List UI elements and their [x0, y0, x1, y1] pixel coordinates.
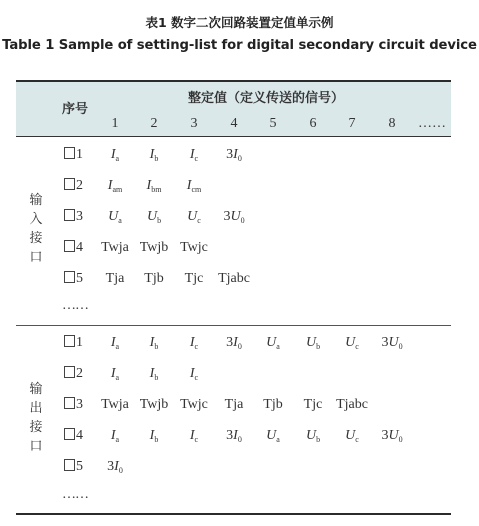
table-cell: $U_b$	[146, 209, 162, 225]
table-cell: $I_{bm}$	[146, 178, 162, 194]
input-group-label	[29, 191, 43, 267]
port-box-icon	[64, 366, 75, 378]
header-column-6: 6	[309, 116, 317, 131]
table-header-rule	[16, 136, 451, 137]
output-more: ……	[62, 487, 88, 502]
port-box-icon	[64, 459, 75, 471]
output-port-3: 3	[64, 397, 83, 413]
table-cell: Twja	[101, 397, 129, 412]
input-port-3: 3	[64, 209, 83, 225]
port-box-icon	[64, 178, 75, 190]
table-cell: $I_b$	[149, 366, 159, 382]
table-cell: Tjabc	[336, 397, 368, 412]
table-cell: Tjabc	[218, 271, 250, 286]
group-label-char: 接	[29, 420, 43, 435]
port-box-icon	[64, 147, 75, 159]
table-cell: $U_c$	[345, 428, 359, 444]
table-cell: Tjb	[263, 397, 283, 412]
port-box-icon	[64, 397, 75, 409]
table-cell: Twjc	[180, 240, 208, 255]
group-label-char: 口	[29, 250, 43, 265]
output-port-1: 1	[64, 335, 83, 351]
table-cell: $I_c$	[189, 366, 199, 382]
table-cell: $U_a$	[266, 428, 280, 444]
table-cell: $U_a$	[108, 209, 122, 225]
group-label-char: 口	[29, 439, 43, 454]
table-cell: Twjb	[139, 240, 169, 255]
header-column-5: 5	[269, 116, 277, 131]
input-port-2: 2	[64, 178, 83, 194]
table-cell: $3U_0$	[381, 428, 403, 444]
table-group-divider	[16, 325, 451, 326]
table-cell: $3U_0$	[223, 209, 245, 225]
table-cell: $I_b$	[149, 335, 159, 351]
port-box-icon	[64, 335, 75, 347]
table-cell: $I_a$	[110, 428, 120, 444]
header-column-8: 8	[388, 116, 396, 131]
group-label-char: 输	[29, 193, 43, 208]
output-port-4: 4	[64, 428, 83, 444]
table-cell: Twjc	[180, 397, 208, 412]
table-cell: $3I_0$	[226, 428, 242, 444]
table-cell: $I_c$	[189, 428, 199, 444]
table-cell: $I_c$	[189, 335, 199, 351]
table-cell: Tjc	[184, 271, 204, 286]
header-column-7: 7	[348, 116, 356, 131]
table-cell: $I_a$	[110, 366, 120, 382]
group-label-char: 接	[29, 231, 43, 246]
table-cell: Tja	[224, 397, 244, 412]
table-cell: $3I_0$	[226, 335, 242, 351]
table-cell: $U_b$	[305, 428, 321, 444]
port-box-icon	[64, 428, 75, 440]
table-cell: $I_a$	[110, 335, 120, 351]
table-cell: $I_{am}$	[107, 178, 123, 194]
table-cell: $U_c$	[345, 335, 359, 351]
table-bottom-rule	[16, 513, 451, 515]
header-column-1: 1	[111, 116, 119, 131]
input-port-5: 5	[64, 271, 83, 287]
input-port-1: 1	[64, 147, 83, 163]
port-box-icon	[64, 209, 75, 221]
port-box-icon	[64, 271, 75, 283]
table-cell: Tja	[105, 271, 125, 286]
table-cell: $U_a$	[266, 335, 280, 351]
table-cell: $3U_0$	[381, 335, 403, 351]
header-column-4: 4	[230, 116, 238, 131]
header-column-9: ……	[418, 116, 446, 131]
table-cell: Twja	[101, 240, 129, 255]
output-group-label	[29, 380, 43, 456]
table-cell: $3I_0$	[107, 459, 123, 475]
header-seq-label: 序号	[62, 102, 89, 117]
table-cell: $3I_0$	[226, 147, 242, 163]
header-column-2: 2	[150, 116, 158, 131]
table-cell: $U_b$	[305, 335, 321, 351]
input-more: ……	[62, 298, 88, 313]
group-label-char: 出	[29, 401, 43, 416]
table-cell: Tjb	[144, 271, 164, 286]
group-label-char: 输	[29, 382, 43, 397]
group-label-char: 入	[29, 212, 43, 227]
port-box-icon	[64, 240, 75, 252]
table-cell: $I_b$	[149, 147, 159, 163]
header-column-3: 3	[190, 116, 198, 131]
table-caption-en: Table 1 Sample of setting-list for digital secondary circuit device	[2, 38, 477, 53]
table-cell: Twjb	[139, 397, 169, 412]
header-setting-label: 整定值（定义传送的信号）	[188, 91, 345, 106]
table-cell: $I_a$	[110, 147, 120, 163]
table-cell: $I_{cm}$	[186, 178, 202, 194]
table-cell: $I_b$	[149, 428, 159, 444]
table-caption-cn: 表1 数字二次回路装置定值单示例	[145, 15, 334, 30]
input-port-4: 4	[64, 240, 83, 256]
table-cell: $I_c$	[189, 147, 199, 163]
table-cell: $U_c$	[187, 209, 201, 225]
output-port-5: 5	[64, 459, 83, 475]
output-port-2: 2	[64, 366, 83, 382]
table-cell: Tjc	[303, 397, 323, 412]
